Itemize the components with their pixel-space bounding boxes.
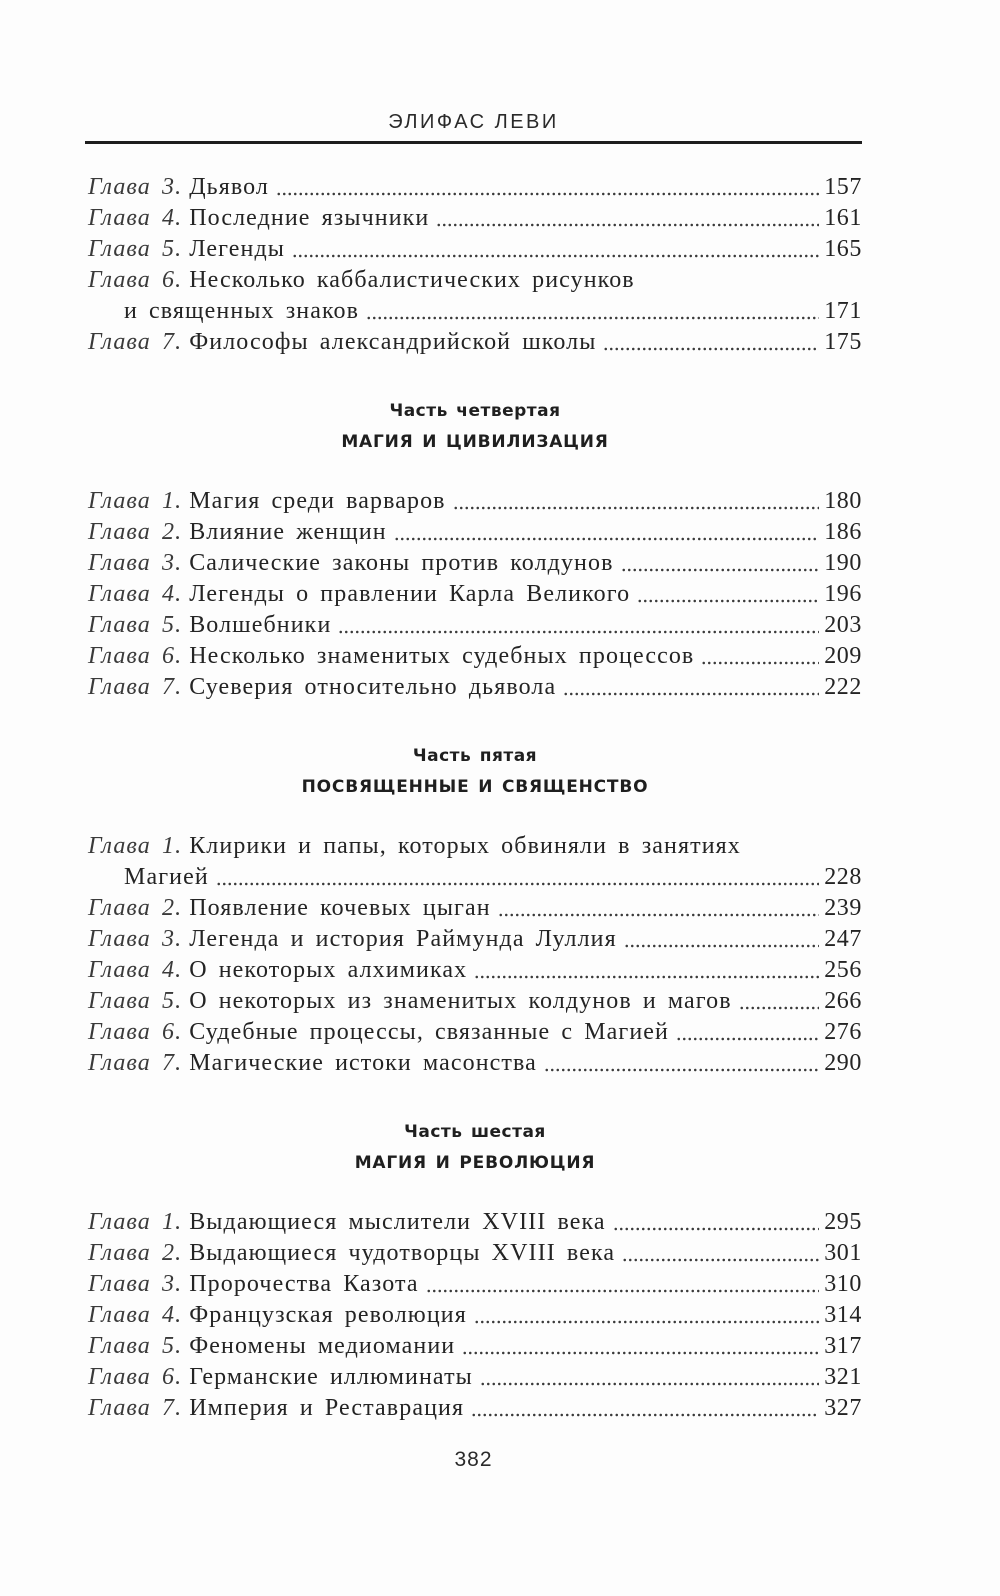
entry-line (88, 1393, 862, 1424)
toc-entry (88, 172, 862, 203)
chapter-title: Суеверия относительно дьявола (189, 674, 557, 700)
chapter-label: Глава 7. (88, 1395, 183, 1421)
chapter-list (88, 831, 862, 1079)
chapter-label: Глава 7. (88, 329, 183, 355)
dot-leader (474, 1300, 819, 1331)
dot-leader (394, 517, 819, 548)
section-heading (88, 741, 862, 803)
entry-line (88, 517, 862, 548)
entry-line-continued (88, 862, 862, 893)
toc-entry (88, 1362, 862, 1393)
chapter-page-number: 203 (824, 612, 862, 638)
chapter-title: Феномены медиомании (189, 1333, 456, 1359)
chapter-label: Глава 1. (88, 1209, 183, 1235)
entry-line (88, 893, 862, 924)
entry-line (88, 579, 862, 610)
chapter-label: Глава 6. (88, 1019, 183, 1045)
dot-leader (480, 1362, 819, 1393)
dot-leader (474, 955, 819, 986)
chapter-title: Последние язычники (189, 205, 430, 231)
chapter-title: Пророчества Казота (189, 1271, 419, 1297)
dot-leader (563, 672, 819, 703)
entry-line (88, 1362, 862, 1393)
toc-entry (88, 579, 862, 610)
chapter-title: Выдающиеся мыслители XVIII века (189, 1209, 606, 1235)
toc-entry (88, 893, 862, 924)
entry-line (88, 1048, 862, 1079)
chapter-title: Империя и Реставрация (189, 1395, 465, 1421)
chapter-page-number: 186 (824, 519, 862, 545)
chapter-list (88, 172, 862, 358)
page-number: 382 (454, 1448, 493, 1471)
section-heading (88, 396, 862, 458)
entry-line (88, 641, 862, 672)
chapter-label: Глава 7. (88, 674, 183, 700)
chapter-page-number: 256 (824, 957, 862, 983)
chapter-title: Магические истоки масонства (189, 1050, 537, 1076)
toc-entry (88, 517, 862, 548)
chapter-page-number: 175 (824, 329, 862, 355)
chapter-title: Философы александрийской школы (189, 329, 597, 355)
chapter-label: Глава 3. (88, 174, 183, 200)
toc-entry (88, 641, 862, 672)
chapter-label: Глава 3. (88, 926, 183, 952)
entry-line (88, 234, 862, 265)
dot-leader (462, 1331, 819, 1362)
toc-entry (88, 831, 862, 893)
toc-entry (88, 234, 862, 265)
dot-leader (603, 327, 819, 358)
chapter-page-number: 327 (824, 1395, 862, 1421)
chapter-label: Глава 4. (88, 205, 183, 231)
entry-line (88, 203, 862, 234)
chapter-title: О некоторых из знаменитых колдунов и магов (189, 988, 732, 1014)
part-title: ПОСВЯЩЕННЫЕ И СВЯЩЕНСТВО (301, 777, 649, 797)
dot-leader (739, 986, 820, 1017)
chapter-label: Глава 7. (88, 1050, 183, 1076)
dot-leader (366, 296, 819, 327)
entry-line (88, 1207, 862, 1238)
toc-entry (88, 1269, 862, 1300)
toc-entry (88, 548, 862, 579)
chapter-title: Появление кочевых цыган (189, 895, 491, 921)
chapter-title: Влияние женщин (189, 519, 387, 545)
chapter-page-number: 295 (824, 1209, 862, 1235)
chapter-title-continued: Магией (124, 864, 209, 890)
chapter-title: Салические законы против колдунов (189, 550, 614, 576)
entry-line (88, 1017, 862, 1048)
chapter-list (88, 486, 862, 703)
dot-leader (426, 1269, 820, 1300)
chapter-label: Глава 3. (88, 1271, 183, 1297)
chapter-label: Глава 4. (88, 581, 183, 607)
chapter-page-number: 239 (824, 895, 862, 921)
chapter-page-number: 321 (824, 1364, 862, 1390)
entry-line (88, 548, 862, 579)
toc-entry (88, 1331, 862, 1362)
chapter-title: Легенды (189, 236, 286, 262)
dot-leader (676, 1017, 819, 1048)
entry-line-continued (88, 296, 862, 327)
chapter-title: Дьявол (189, 174, 269, 200)
section-heading (88, 1117, 862, 1179)
part-label: Часть шестая (404, 1122, 546, 1142)
chapter-page-number: 165 (824, 236, 862, 262)
chapter-label: Глава 6. (88, 643, 183, 669)
chapter-list (88, 1207, 862, 1424)
entry-line (88, 1238, 862, 1269)
dot-leader (292, 234, 819, 265)
dot-leader (613, 1207, 820, 1238)
chapter-title: Выдающиеся чудотворцы XVIII века (189, 1240, 616, 1266)
toc-entry (88, 924, 862, 955)
chapter-page-number: 276 (824, 1019, 862, 1045)
header-rule (85, 141, 862, 144)
chapter-page-number: 157 (824, 174, 862, 200)
toc-entry (88, 327, 862, 358)
chapter-page-number: 209 (824, 643, 862, 669)
toc-entry (88, 1048, 862, 1079)
chapter-title: Судебные процессы, связанные с Магией (189, 1019, 669, 1045)
part-title: МАГИЯ И РЕВОЛЮЦИЯ (354, 1153, 596, 1173)
chapter-page-number: 266 (824, 988, 862, 1014)
toc-entry (88, 1207, 862, 1238)
entry-line (88, 672, 862, 703)
chapter-label: Глава 1. (88, 488, 183, 514)
table-of-contents (88, 172, 862, 1424)
toc-section (88, 1117, 862, 1424)
dot-leader (624, 924, 819, 955)
chapter-label: Глава 6. (88, 267, 183, 293)
dot-leader (276, 172, 819, 203)
chapter-page-number: 290 (824, 1050, 862, 1076)
chapter-label: Глава 4. (88, 957, 183, 983)
chapter-page-number: 171 (824, 298, 862, 324)
chapter-page-number: 310 (824, 1271, 862, 1297)
chapter-page-number: 190 (824, 550, 862, 576)
entry-line (88, 1331, 862, 1362)
chapter-title: Германские иллюминаты (189, 1364, 473, 1390)
toc-section (88, 396, 862, 703)
chapter-title-continued: и священных знаков (124, 298, 360, 324)
entry-line (88, 486, 862, 517)
chapter-label: Глава 3. (88, 550, 183, 576)
chapter-label: Глава 5. (88, 236, 183, 262)
toc-entry (88, 265, 862, 327)
chapter-page-number: 222 (824, 674, 862, 700)
chapter-label: Глава 1. (88, 833, 183, 859)
dot-leader (471, 1393, 819, 1424)
part-label: Часть четвертая (389, 401, 561, 421)
dot-leader (622, 1238, 819, 1269)
toc-entry (88, 610, 862, 641)
toc-section (88, 172, 862, 358)
dot-leader (453, 486, 820, 517)
chapter-page-number: 317 (824, 1333, 862, 1359)
entry-line (88, 1300, 862, 1331)
chapter-label: Глава 6. (88, 1364, 183, 1390)
chapter-page-number: 301 (824, 1240, 862, 1266)
dot-leader (621, 548, 820, 579)
chapter-title: Несколько знаменитых судебных процессов (189, 643, 695, 669)
chapter-title: Французская революция (189, 1302, 467, 1328)
toc-entry (88, 486, 862, 517)
entry-line (88, 172, 862, 203)
entry-line (88, 955, 862, 986)
chapter-title: Клирики и папы, которых обвиняли в занятиях (189, 833, 741, 859)
toc-entry (88, 955, 862, 986)
chapter-page-number: 314 (824, 1302, 862, 1328)
chapter-page-number: 228 (824, 864, 862, 890)
chapter-title: Магия среди варваров (189, 488, 446, 514)
chapter-label: Глава 4. (88, 1302, 183, 1328)
chapter-page-number: 180 (824, 488, 862, 514)
entry-line (88, 986, 862, 1017)
dot-leader (436, 203, 819, 234)
chapter-title: Волшебники (189, 612, 332, 638)
entry-line (88, 610, 862, 641)
toc-entry (88, 986, 862, 1017)
dot-leader (216, 862, 819, 893)
chapter-page-number: 196 (824, 581, 862, 607)
chapter-label: Глава 2. (88, 895, 183, 921)
chapter-label: Глава 5. (88, 1333, 183, 1359)
dot-leader (544, 1048, 819, 1079)
chapter-label: Глава 2. (88, 519, 183, 545)
chapter-label: Глава 5. (88, 612, 183, 638)
toc-entry (88, 1300, 862, 1331)
toc-entry (88, 203, 862, 234)
entry-line (88, 831, 862, 862)
entry-line (88, 1269, 862, 1300)
chapter-title: Несколько каббалистических рисунков (189, 267, 635, 293)
chapter-label: Глава 2. (88, 1240, 183, 1266)
chapter-label: Глава 5. (88, 988, 183, 1014)
toc-entry (88, 672, 862, 703)
dot-leader (338, 610, 819, 641)
toc-entry (88, 1017, 862, 1048)
entry-line (88, 265, 862, 296)
part-label: Часть пятая (412, 746, 538, 766)
dot-leader (498, 893, 819, 924)
part-title: МАГИЯ И ЦИВИЛИЗАЦИЯ (341, 432, 609, 452)
chapter-title: О некоторых алхимиках (189, 957, 468, 983)
running-header: ЭЛИФАС ЛЕВИ (388, 111, 559, 133)
chapter-page-number: 161 (824, 205, 862, 231)
entry-line (88, 924, 862, 955)
entry-line (88, 327, 862, 358)
toc-entry (88, 1238, 862, 1269)
chapter-title: Легенды о правлении Карла Великого (189, 581, 631, 607)
toc-section (88, 741, 862, 1079)
dot-leader (637, 579, 819, 610)
toc-entry (88, 1393, 862, 1424)
chapter-title: Легенда и история Раймунда Луллия (189, 926, 617, 952)
dot-leader (701, 641, 819, 672)
chapter-page-number: 247 (824, 926, 862, 952)
